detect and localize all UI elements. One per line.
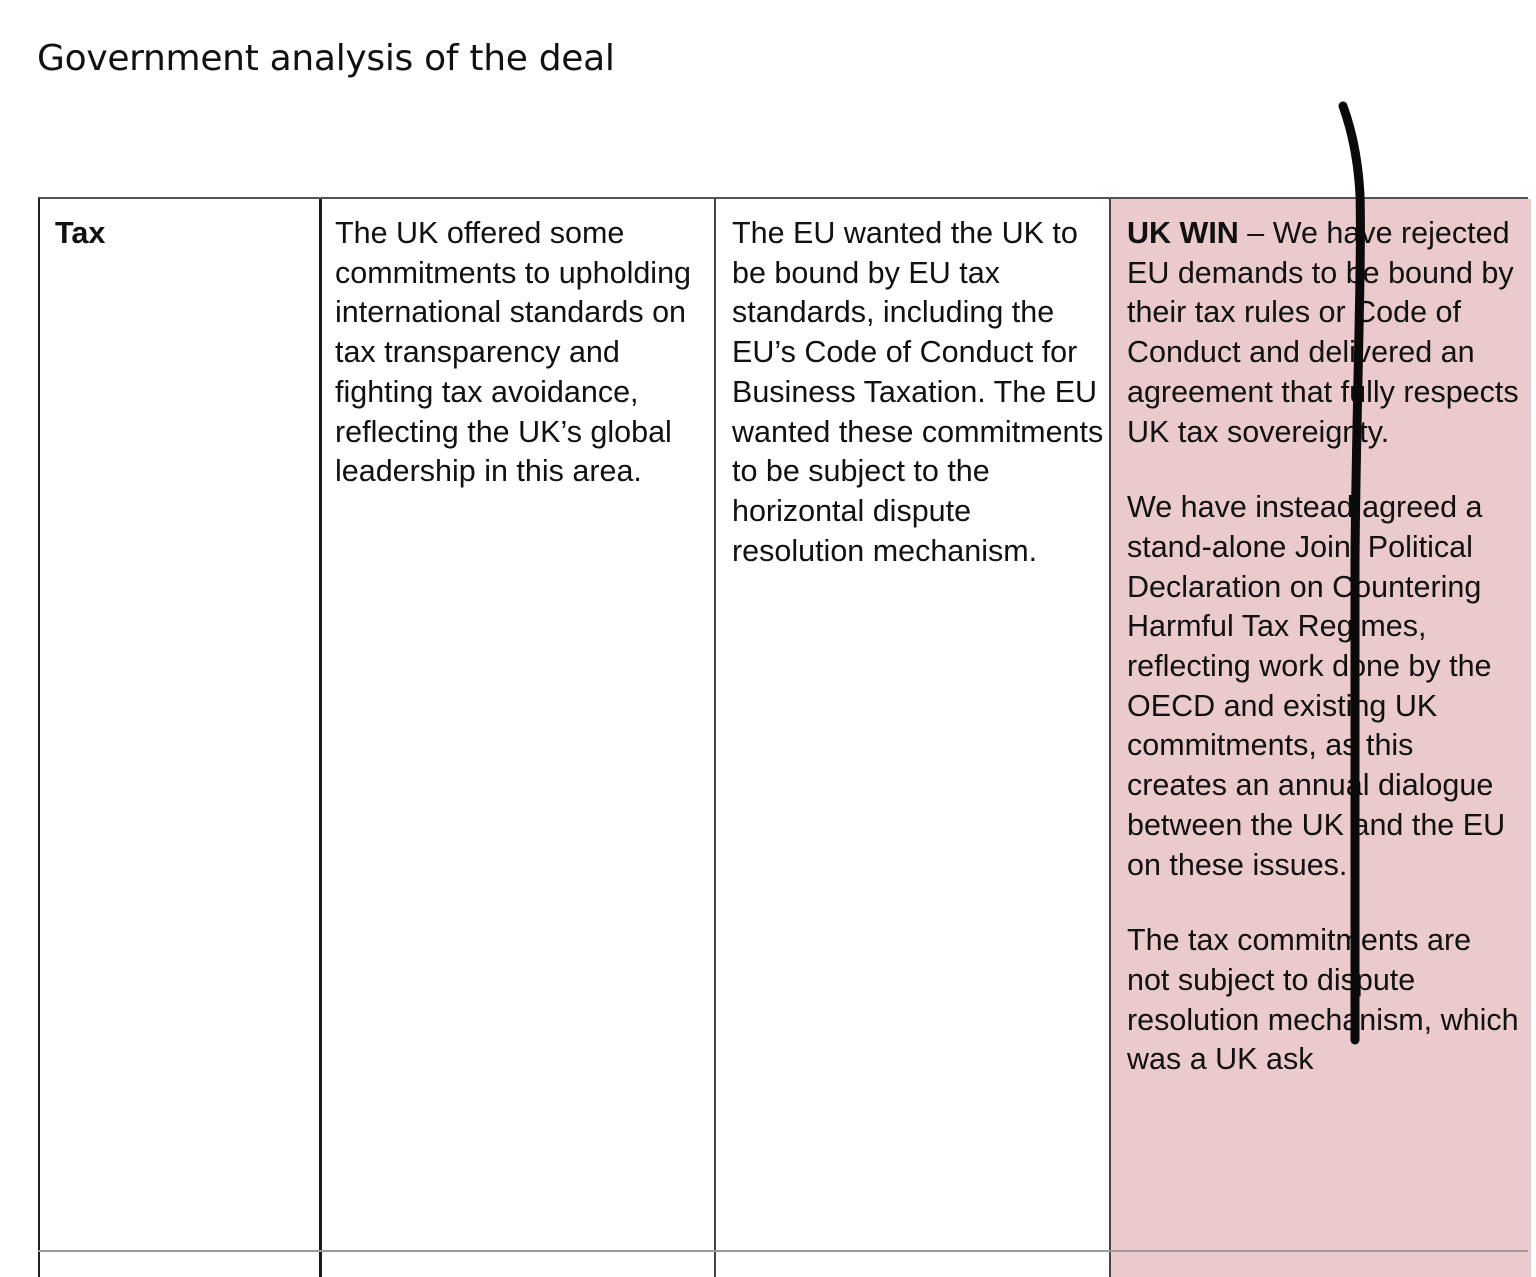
topic-label: Tax <box>55 216 106 250</box>
analysis-table <box>38 197 1528 1277</box>
outcome-cell <box>1111 199 1531 1277</box>
outcome-paragraph-2: We have instead agreed a stand-alone Joint Political Declaration on Countering Harmful Tax Regimes, reflecting work done by the OECD and existing UK commitments, as this creates an annual dialogue between the UK and the EU on these issues. <box>1127 490 1506 882</box>
outcome-paragraph-1 <box>1127 214 1521 452</box>
table-bottom-border <box>38 1250 1528 1252</box>
uk-position-text: The UK offered some commitments to upholding international standards on tax transparency and fighting tax avoidance, reflecting the UK’s global leadership in this area. <box>335 216 692 489</box>
outcome-paragraph-3: The tax commitments are not subject to dispute resolution mechanism, which was a UK ask <box>1127 923 1519 1077</box>
outcome-lead-text: – We have rejected EU demands to be bound by their tax rules or Code of Conduct and delivered an agreement that fully respects UK tax sovereignty. <box>1127 216 1519 449</box>
uk-win-label: UK WIN <box>1127 216 1239 250</box>
uk-position-cell <box>322 199 716 1277</box>
topic-cell <box>40 199 322 1277</box>
eu-position-cell <box>716 199 1111 1277</box>
page-title: Government analysis of the deal <box>37 38 615 79</box>
eu-position-text: The EU wanted the UK to be bound by EU tax standards, including the EU’s Code of Conduct for Business Taxation. The EU wanted these commitments to be subject to the horizontal dispute resolution mechanism. <box>732 216 1104 568</box>
